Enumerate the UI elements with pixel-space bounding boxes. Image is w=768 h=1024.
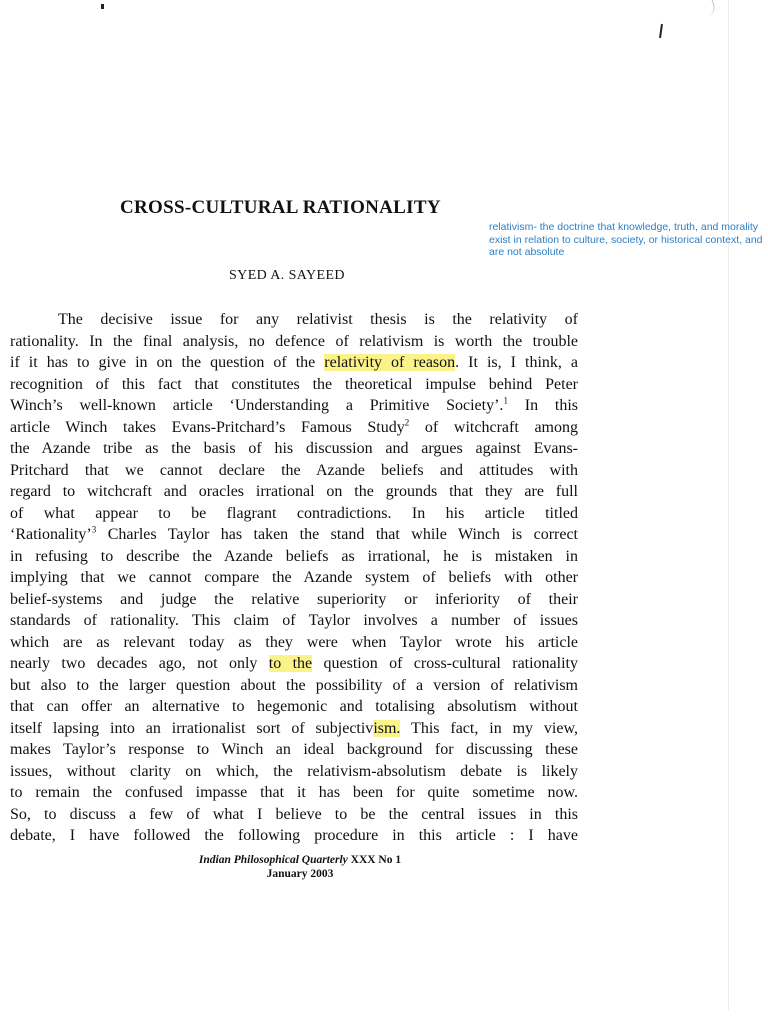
text-line: Winch’s well-known article ‘Understanding a Primitive Society’.$^1$ In this bbox=[10, 395, 578, 414]
footnote-ref: 1 bbox=[503, 395, 508, 406]
article-body bbox=[10, 309, 578, 847]
text-line: ‘Rationality’$^3$ Charles Taylor has taken the stand that while Winch is correct bbox=[10, 524, 578, 543]
journal-issue: XXX No 1 bbox=[350, 854, 402, 866]
text-line: standards of rationality. This claim of Taylor involves a number of issues bbox=[10, 612, 578, 629]
text-line: belief-systems and judge the relative superiority or inferiority of their bbox=[10, 590, 578, 608]
text-line: rationality. In the final analysis, no defence of relativism is worth the trouble bbox=[10, 332, 578, 350]
page-corner-fold bbox=[698, 0, 718, 18]
text-line: makes Taylor’s response to Winch an ideal background for discussing these bbox=[10, 741, 578, 758]
text-line: recognition of this fact that constitutes the theoretical impulse behind Peter bbox=[10, 375, 578, 393]
journal-date: January 2003 bbox=[266, 868, 334, 880]
footnote-ref: 2 bbox=[404, 417, 410, 428]
text-line: article Winch takes Evans-Pritchard’s Famous Study$^2$ of witchcraft among bbox=[10, 417, 578, 436]
text-line: to remain the confused impasse that it has been for quite sometime now. bbox=[10, 784, 578, 801]
scan-speck bbox=[101, 4, 104, 9]
highlight-to-the: to the bbox=[268, 655, 313, 672]
journal-name: Indian Philosophical Quarterly bbox=[198, 854, 348, 866]
article-title: CROSS-CULTURAL RATIONALITY bbox=[120, 197, 441, 218]
text-line: regard to witchcraft and oracles irrational on the grounds that they are full bbox=[10, 483, 578, 500]
scan-mark bbox=[659, 24, 663, 38]
text-line: nearly two decades ago, not only to the question of cross-cultural rationality bbox=[10, 655, 578, 672]
text-line: The decisive issue for any relativist thesis is the relativity of bbox=[58, 311, 578, 328]
text-line: So, to discuss a few of what I believe to be the central issues in this bbox=[10, 805, 578, 823]
journal-citation bbox=[0, 853, 600, 867]
footnote-ref: 3 bbox=[91, 524, 97, 535]
show-through-text bbox=[20, 95, 241, 195]
text-line: the Azande tribe as the basis of his discussion and argues against Evans- bbox=[10, 440, 578, 457]
page-footer bbox=[0, 853, 600, 881]
page-edge bbox=[728, 0, 729, 1010]
text-line: Pritchard that we cannot declare the Azande beliefs and attitudes with bbox=[10, 461, 578, 479]
text-line: of what appear to be flagrant contradictions. In his article titled bbox=[10, 504, 578, 522]
text-line: implying that we cannot compare the Azande system of beliefs with other bbox=[10, 569, 578, 586]
text-line: but also to the larger question about the possibility of a version of relativism bbox=[10, 676, 578, 694]
annotation-note: relativism- the doctrine that knowledge, truth, and morality exist in relation to culture, society, or historical context, and are not absolute bbox=[489, 221, 763, 258]
text-line: that can offer an alternative to hegemonic and totalising absolutism without bbox=[10, 698, 578, 715]
highlight-ism: ism. bbox=[373, 719, 401, 737]
text-line: which are as relevant today as they were when Taylor wrote his article bbox=[10, 633, 578, 651]
text-line: in refusing to describe the Azande beliefs as irrational, he is mistaken in bbox=[10, 547, 578, 565]
text-line: if it has to give in on the question of the relativity of reason. It is, I think, a bbox=[10, 354, 579, 371]
text-line: issues, without clarity on which, the relativism-absolutism debate is likely bbox=[10, 762, 578, 780]
article-author: SYED A. SAYEED bbox=[229, 268, 345, 283]
text-line: itself lapsing into an irrationalist sort of subjectivism. This fact, in my view, bbox=[10, 719, 578, 737]
text-line: debate, I have followed the following procedure in this article : I have bbox=[10, 827, 578, 844]
highlight-relativity-of-reason: relativity of reason bbox=[324, 354, 456, 371]
